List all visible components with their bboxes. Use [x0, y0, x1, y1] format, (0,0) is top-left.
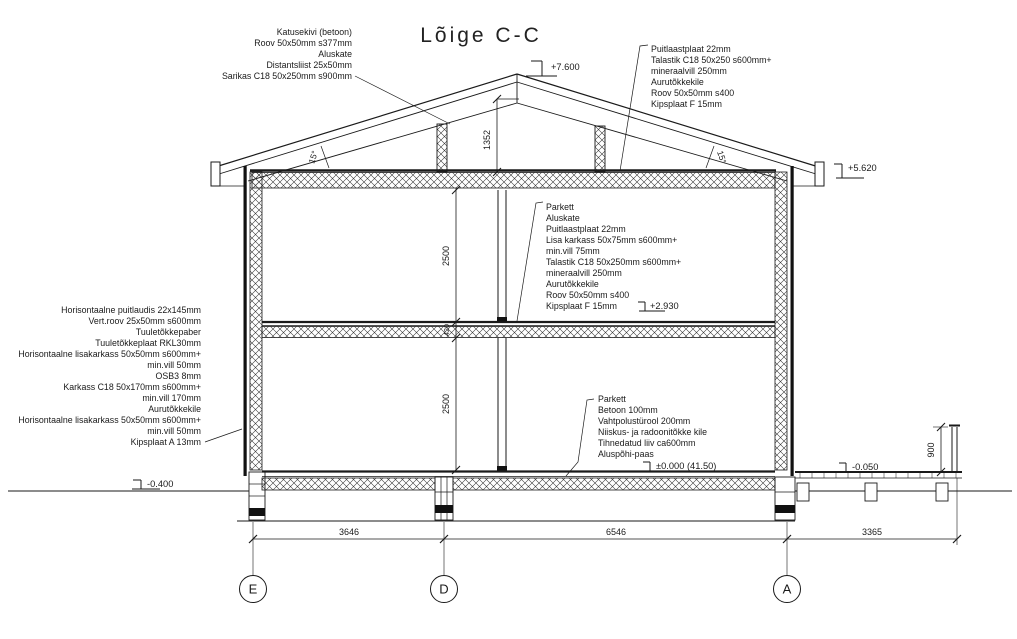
drawing-title: Lõige C-C — [420, 24, 542, 47]
annotation-line: mineraalvill 250mm — [546, 268, 622, 278]
grid-letter-e: E — [248, 581, 258, 597]
annotation-line: Puitlaastplaat 22mm — [651, 44, 731, 54]
horizontal-dimensions — [249, 478, 961, 575]
terrace — [795, 426, 962, 502]
elevation-eave: +5.620 — [848, 163, 877, 173]
annotation-line: Talastik C18 50x250 s600mm+ — [651, 55, 772, 65]
annotation-line: Tuuletõkkeplaat RKL30mm — [95, 338, 201, 348]
elevation-floor0: ±0.000 (41.50) — [656, 461, 717, 471]
right-exterior-wall — [775, 166, 794, 476]
annotation-line: min.vill 170mm — [142, 393, 201, 403]
grid-letter-a: A — [782, 581, 792, 597]
annotation-line: Aluskate — [318, 49, 352, 59]
annotation-roof-layers — [222, 27, 352, 81]
annotation-line: Horisontaalne lisakarkass 50x50mm s600mm+ — [18, 415, 201, 425]
annotation-line: Aurutõkkekile — [546, 279, 599, 289]
attic-post-left — [437, 124, 447, 172]
annotation-line: Aurutõkkekile — [148, 404, 201, 414]
annotation-line: OSB3 8mm — [155, 371, 201, 381]
annotation-line: Distantsliist 25x50mm — [266, 60, 352, 70]
elevation-terrace: -0.050 — [852, 462, 879, 472]
annotation-line: Sarikas C18 50x250mm s900mm — [221, 71, 352, 81]
left-exterior-wall — [244, 166, 263, 476]
dim-span-e-d: 3646 — [338, 527, 360, 537]
dim-ridge-height: 1352 — [482, 129, 492, 151]
annotation-line: Aurutõkkekile — [651, 77, 704, 87]
dim-room2-height: 2500 — [441, 245, 451, 267]
annotation-line: Tihnedatud liiv ca600mm — [598, 438, 696, 448]
annotation-line: Puitlaastplaat 22mm — [546, 224, 626, 234]
intermediate-floor — [262, 322, 775, 338]
annotation-line: Aluskate — [546, 213, 580, 223]
annotation-line: Lisa karkass 50x75mm s600mm+ — [546, 235, 678, 245]
attic-post-right — [595, 126, 605, 172]
annotation-line: Roov 50x50mm s400 — [546, 290, 630, 300]
ground-slab — [262, 472, 775, 491]
dim-terrace-span: 3365 — [861, 527, 883, 537]
vertical-dimensions — [441, 95, 948, 476]
slope-label-left: 15° — [306, 149, 320, 165]
ceiling-structure — [250, 171, 776, 189]
elevation-ground: -0.400 — [147, 479, 174, 489]
annotation-line: Roov 50x50mm s400 — [651, 88, 735, 98]
dim-room1-height: 2500 — [441, 393, 451, 415]
elevation-ridge: +7.600 — [551, 62, 580, 72]
annotation-line: Kipsplaat F 15mm — [546, 301, 617, 311]
annotation-line: min.vill 50mm — [147, 426, 201, 436]
annotation-floor2-layers — [546, 202, 681, 311]
elevation-floor2: +2.930 — [650, 301, 679, 311]
annotation-line: Aluspõhi-paas — [598, 449, 654, 459]
annotation-ground-floor-layers — [598, 394, 707, 459]
grid-letter-d: D — [439, 581, 449, 597]
annotation-line: Niiskus- ja radoonitõkke kile — [598, 427, 708, 437]
annotation-line: Vahtpolustürool 200mm — [598, 416, 691, 426]
annotation-line: min.vill 75mm — [546, 246, 600, 256]
annotation-line: Parkett — [598, 394, 626, 404]
dim-floor-thickness: 420 — [442, 324, 451, 336]
annotation-line: Talastik C18 50x250mm s600mm+ — [546, 257, 682, 267]
annotation-line: Vert.roov 25x50mm s600mm — [88, 316, 201, 326]
annotation-line: min.vill 50mm — [147, 360, 201, 370]
annotation-line: Tuuletõkkepaber — [135, 327, 201, 337]
annotation-line: Karkass C18 50x170mm s600mm+ — [63, 382, 201, 392]
slope-label-right: 15° — [715, 149, 729, 165]
annotation-line: Kipsplaat F 15mm — [651, 99, 722, 109]
annotation-line: Katusekivi (betoon) — [276, 27, 352, 37]
annotation-wall-layers — [18, 305, 201, 447]
annotation-line: mineraalvill 250mm — [651, 66, 727, 76]
annotation-line: Horisontaalne lisakarkass 50x50mm s600mm+ — [18, 349, 201, 359]
annotation-line: Roov 50x50mm s377mm — [254, 38, 352, 48]
roof-slope-marks — [306, 146, 728, 168]
grid-axes — [240, 576, 801, 603]
annotation-line: Parkett — [546, 202, 574, 212]
annotation-line: Kipsplaat A 13mm — [130, 437, 201, 447]
annotation-line: Betoon 100mm — [598, 405, 658, 415]
dim-span-d-a: 6546 — [605, 527, 627, 537]
dim-railing-height: 900 — [926, 442, 936, 458]
annotation-line: Horisontaalne puitlaudis 22x145mm — [61, 305, 201, 315]
annotation-ceiling-layers — [651, 44, 772, 109]
